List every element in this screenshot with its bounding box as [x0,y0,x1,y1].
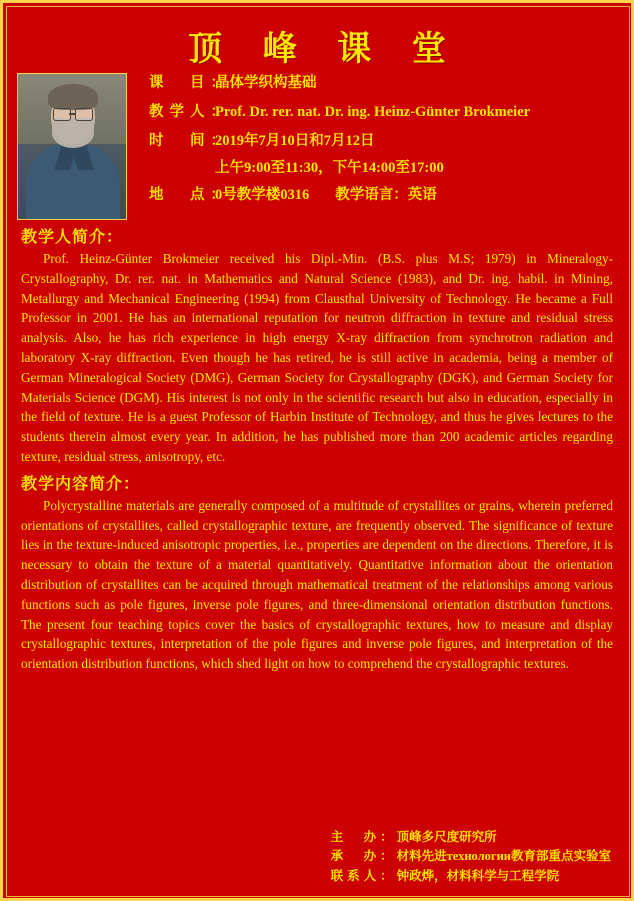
language-value: 英语 [407,187,437,204]
header-section [3,65,631,220]
time-row [149,131,617,152]
place-value: 0号教学楼0316 [215,187,310,204]
portrait-glasses-right [75,108,93,121]
course-row [149,73,617,94]
content-section [3,471,631,674]
portrait-photo [18,74,126,219]
contact-row [331,867,611,886]
footer-section [331,828,611,886]
undertaker-label: 承 办： [330,849,397,864]
teacher-label: 教学人： [149,104,231,121]
organizer-label: 主 办： [330,829,397,844]
undertaker-row [331,847,611,866]
organizer-value: 顶峰多尺度研究所 [396,829,497,844]
portrait-glasses-bridge [69,113,75,115]
place-label: 地 点： [149,187,231,204]
portrait-beard [52,118,94,148]
bio-text: Prof. Heinz-Günter Brokmeier received his Dipl.-Min. (B.S. plus M.S; 1979) in Mineralogy-Crystallography, Dr. rer. nat. in Mathematics and Natural Science (1983), and Dr. ing. habil. in Mining, Metallurgy and Mechanical Engineering (1994) from Clausthal University of Technology. He became a Full Professor in 2001. He has an international reputation for neutron diffraction in texture and residual stress analysis. Also, he has rich experience in high energy X-ray diffraction from synchrotron radiation and laboratory X-ray diffraction. Even though he has retired, he is still active in academia, being a member of German Mineralogical Society (DMG), German Society for Crystallography (DGK), and German Society for Materials Science (DGM). His interest is not only in the scientific research but also in education, especially in the field of texture. He is a guest Professor of Harbin Institute of Technology, and thus he gives lectures to the students therein almost every year. In addition, he has published more than 200 academic articles regarding texture, residual stress, anisotropy, etc. [21,251,613,464]
course-value: 晶体学织构基础 [215,75,317,91]
time-detail: 上午9:00至11:30，下午14:00至17:00 [215,160,444,177]
course-label: 课 目： [149,75,231,91]
time-value: 2019年7月10日和7月12日 [215,133,375,150]
portrait-hair [48,84,98,110]
time-label: 时 间： [149,133,231,150]
contact-value: 钟政烨，材料科学与工程学院 [396,868,560,883]
language-label: 教学语言： [335,187,408,204]
bio-heading: 教学人简介： [21,229,124,246]
organizer-row [331,828,611,847]
course-info [127,73,617,220]
page-title: 顶 峰 课 堂 [188,31,462,68]
bio-section [3,224,631,467]
content-text: Polycrystalline materials are generally composed of a multitude of crystallites or grains, wherein preferred orientations of crystallites, called crystallographic texture, are frequently observed. The significance of texture lies in the texture-induced anisotropic properties, i.e., properties are dependent on the directions. Therefore, it is necessary to obtain the texture of a material quantitatively. Quantitative information about the orientation distribution of crystallites can be acquired through mathematical treatment of the relationships among various functions such as pole figures, inverse pole figures, and three-dimensional orientation distribution functions. The present four teaching topics cover the basics of crystallographic textures, how to measure and display crystallographic textures, interpretation of the pole figures and inverse pole figures, and interpretation of the orientation distribution functions, which shed light on how to comprehend the crystallographic textures. [21,497,613,672]
place-row [149,185,617,206]
undertaker-value: 材料先进технологии教育部重点实验室 [396,849,611,864]
teacher-row [149,102,617,123]
teacher-value: Prof. Dr. rer. nat. Dr. ing. Heinz-Günter Brokmeier [215,104,531,121]
contact-label: 联系人： [330,868,397,883]
content-heading: 教学内容简介： [21,475,141,493]
avatar [17,73,127,220]
